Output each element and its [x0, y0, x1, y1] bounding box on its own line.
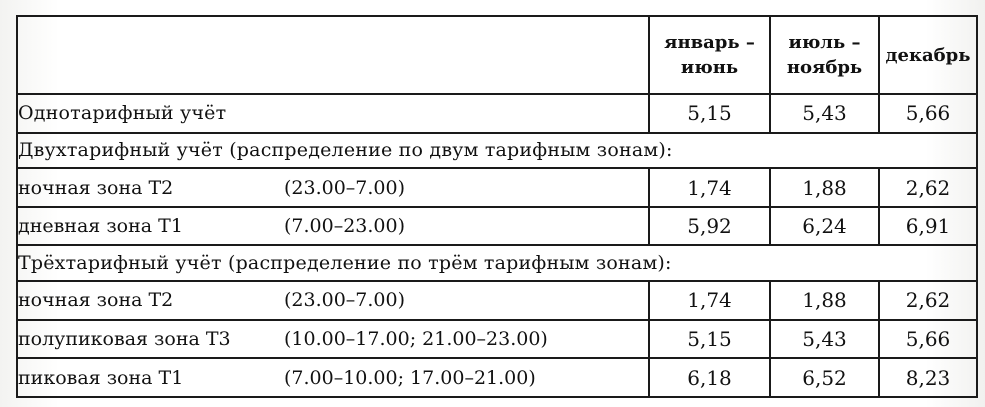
zone-name: пиковая зона Т1	[18, 366, 184, 389]
zone-interval: (10.00–17.00; 21.00–23.00)	[284, 328, 548, 351]
header-dec-line1: декабрь	[885, 44, 971, 66]
value-dec: 6,91	[879, 207, 977, 246]
table-row	[17, 168, 977, 207]
table-row	[17, 207, 977, 246]
table-row	[17, 358, 977, 397]
value-jul-nov: 1,88	[770, 168, 879, 207]
value-jan-jun: 1,74	[649, 168, 770, 207]
header-jul-nov-line2: ноябрь	[786, 57, 863, 78]
table-row-three-rate-title	[17, 245, 977, 281]
one-rate-dec: 5,66	[879, 94, 977, 133]
two-rate-title: Двухтарифный учёт (распределение по двум тарифным зонам):	[17, 133, 977, 169]
zone-interval: (7.00–23.00)	[284, 215, 406, 238]
one-rate-jul-nov: 5,43	[770, 94, 879, 133]
three-rate-halfpeak-label	[17, 320, 649, 359]
header-empty-cell	[17, 16, 649, 94]
table-row	[17, 320, 977, 359]
table-row-one-rate	[17, 94, 977, 133]
one-rate-jan-jun: 5,15	[649, 94, 770, 133]
header-jul-nov-line1: июль –	[788, 32, 861, 53]
one-rate-label: Однотарифный учёт	[17, 94, 649, 133]
table-row	[17, 281, 977, 320]
header-jul-nov	[770, 16, 879, 94]
tariff-table	[16, 15, 978, 398]
value-dec: 2,62	[879, 168, 977, 207]
zone-interval: (23.00–7.00)	[284, 289, 406, 312]
value-jan-jun: 5,92	[649, 207, 770, 246]
three-rate-peak-label	[17, 358, 649, 397]
header-dec	[879, 16, 977, 94]
value-jan-jun: 6,18	[649, 358, 770, 397]
header-jan-jun-line2: июнь	[680, 57, 739, 78]
value-dec: 2,62	[879, 281, 977, 320]
table-row-two-rate-title	[17, 133, 977, 169]
value-jul-nov: 6,24	[770, 207, 879, 246]
value-jan-jun: 1,74	[649, 281, 770, 320]
value-jul-nov: 5,43	[770, 320, 879, 359]
header-jan-jun	[649, 16, 770, 94]
three-rate-night-label	[17, 281, 649, 320]
header-row	[17, 16, 977, 94]
zone-name: полупиковая зона Т3	[18, 328, 231, 351]
two-rate-night-label	[17, 168, 649, 207]
value-dec: 8,23	[879, 358, 977, 397]
value-jan-jun: 5,15	[649, 320, 770, 359]
three-rate-title: Трёхтарифный учёт (распределение по трём тарифным зонам):	[17, 245, 977, 281]
header-jan-jun-line1: январь –	[664, 32, 755, 53]
value-jul-nov: 1,88	[770, 281, 879, 320]
zone-name: дневная зона Т1	[18, 215, 183, 238]
two-rate-day-label	[17, 207, 649, 246]
zone-interval: (7.00–10.00; 17.00–21.00)	[284, 366, 536, 389]
value-dec: 5,66	[879, 320, 977, 359]
zone-interval: (23.00–7.00)	[284, 176, 406, 199]
zone-name: ночная зона Т2	[18, 289, 174, 312]
zone-name: ночная зона Т2	[18, 176, 174, 199]
value-jul-nov: 6,52	[770, 358, 879, 397]
